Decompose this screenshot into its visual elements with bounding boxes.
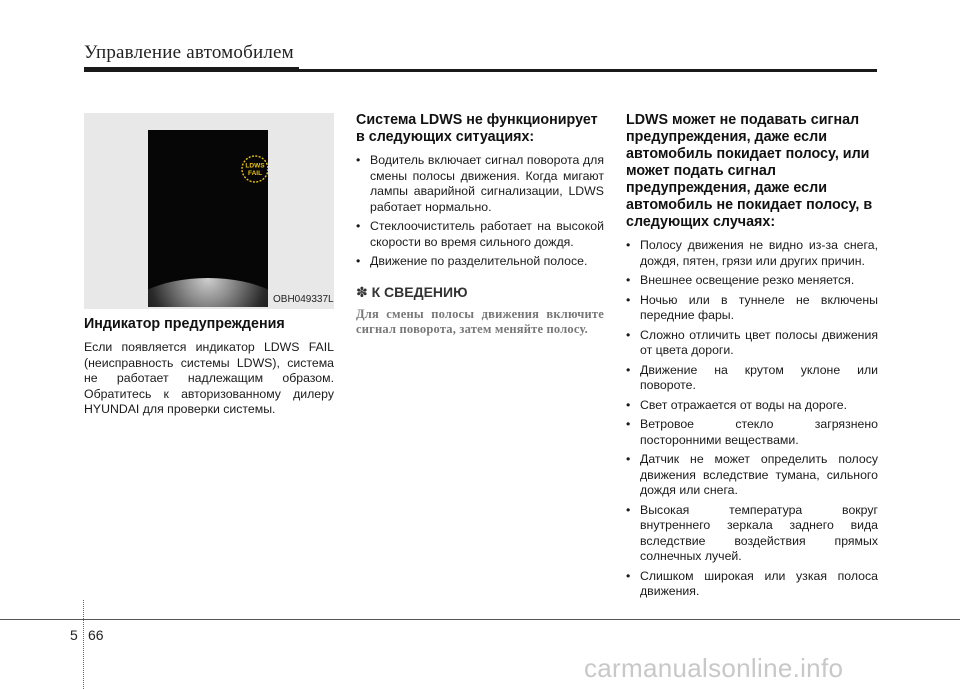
warning-indicator-text: Если появляется индикатор LDWS FAIL (неисправность системы LDWS), система не работает надлежащим образом. Обратитесь к авторизованному дилеру HYUNDAI для проверки системы. bbox=[84, 340, 334, 416]
list-item-text: Движение по разделительной полосе. bbox=[370, 254, 588, 268]
list-item-text: Сложно отличить цвет полосы движения от цвета дороги. bbox=[640, 327, 878, 357]
bullet: • bbox=[626, 327, 631, 342]
bullet: • bbox=[626, 568, 631, 583]
list-item-text: Водитель включает сигнал поворота для смены полосы движения. Когда мигают лампы аварийной сигнализации, LDWS работает нормально. bbox=[370, 153, 604, 214]
bullet: • bbox=[626, 502, 631, 517]
figure-code: OBH049337L bbox=[273, 294, 334, 305]
list-item-text: Полосу движения не видно из-за снега, дождя, пятен, грязи или других причин. bbox=[640, 238, 878, 268]
list-item-text: Внешнее освещение резко меняется. bbox=[640, 273, 855, 287]
footer-divider bbox=[83, 600, 84, 689]
false-warnings-heading: LDWS может не подавать сигнал предупреждения, даже если автомобиль покидает полосу, или может подать сигнал предупреждения, даже если автомобиль не покидает полосу, в следующих случаях: bbox=[626, 112, 873, 230]
bullet: • bbox=[626, 292, 631, 307]
bullet: • bbox=[626, 362, 631, 377]
info-body: Для смены полосы движения включите сигнал поворота, затем меняйте полосу. bbox=[356, 306, 604, 336]
display-horizon-glow bbox=[148, 278, 268, 307]
list-item bbox=[626, 503, 878, 565]
list-item-text: Высокая температура вокруг внутреннего зеркала заднего вида вследствие воздействия прямых солнечных лучей. bbox=[640, 502, 878, 563]
ldws-fail-icon-line1: LDWS bbox=[245, 162, 265, 170]
list-item bbox=[356, 219, 604, 250]
ldws-figure bbox=[84, 113, 334, 309]
list-item bbox=[626, 452, 878, 499]
header-rule bbox=[84, 69, 877, 72]
column-ldws-not-working bbox=[356, 112, 604, 338]
bullet: • bbox=[626, 273, 631, 287]
list-item-text: Ветровое стекло загрязнено посторонними веществами. bbox=[640, 417, 878, 447]
page-number: 66 bbox=[88, 627, 104, 643]
list-item-text: Стеклоочиститель работает на высокой скорости во время сильного дождя. bbox=[370, 219, 604, 249]
footer-rule bbox=[0, 619, 960, 620]
header-rule-accent bbox=[84, 67, 299, 72]
list-item bbox=[356, 254, 604, 270]
not-working-list bbox=[356, 153, 604, 270]
list-item-text: Слишком широкая или узкая полоса движения. bbox=[640, 568, 878, 598]
list-item bbox=[356, 153, 604, 215]
bullet: • bbox=[626, 238, 631, 252]
bullet: • bbox=[356, 153, 361, 167]
list-item bbox=[626, 363, 878, 394]
list-item-text: Ночью или в туннеле не включены передние фары. bbox=[640, 292, 878, 322]
column-warning-indicator bbox=[84, 316, 334, 418]
bullet: • bbox=[626, 417, 631, 431]
section-number: 5 bbox=[70, 627, 78, 643]
list-item bbox=[626, 398, 878, 414]
list-item bbox=[626, 417, 878, 448]
bullet: • bbox=[626, 397, 631, 412]
cluster-display bbox=[148, 130, 268, 307]
ldws-fail-icon-line2: FAIL bbox=[247, 170, 263, 177]
bullet: • bbox=[356, 254, 361, 268]
list-item-text: Свет отражается от воды на дороге. bbox=[640, 397, 848, 412]
list-item bbox=[626, 293, 878, 324]
not-working-heading: Система LDWS не функционирует в следующих ситуациях: bbox=[356, 112, 598, 145]
warning-indicator-heading: Индикатор предупреждения bbox=[84, 316, 285, 332]
column-ldws-false-warnings bbox=[626, 112, 878, 604]
watermark: carmanualsonline.info bbox=[584, 653, 844, 683]
header-title: Управление автомобилем bbox=[84, 42, 294, 63]
list-item bbox=[626, 569, 878, 600]
bullet: • bbox=[356, 219, 361, 233]
bullet: • bbox=[626, 452, 631, 466]
list-item bbox=[626, 328, 878, 359]
info-title: ✽ К СВЕДЕНИЮ bbox=[356, 283, 468, 300]
list-item-text: Движение на крутом уклоне или повороте. bbox=[640, 362, 878, 392]
list-item bbox=[626, 238, 878, 269]
ldws-fail-icon bbox=[240, 154, 268, 184]
false-warnings-list bbox=[626, 238, 878, 600]
list-item bbox=[626, 273, 878, 289]
list-item-text: Датчик не может определить полосу движения вследствие тумана, сильного дождя или снега. bbox=[640, 452, 878, 497]
